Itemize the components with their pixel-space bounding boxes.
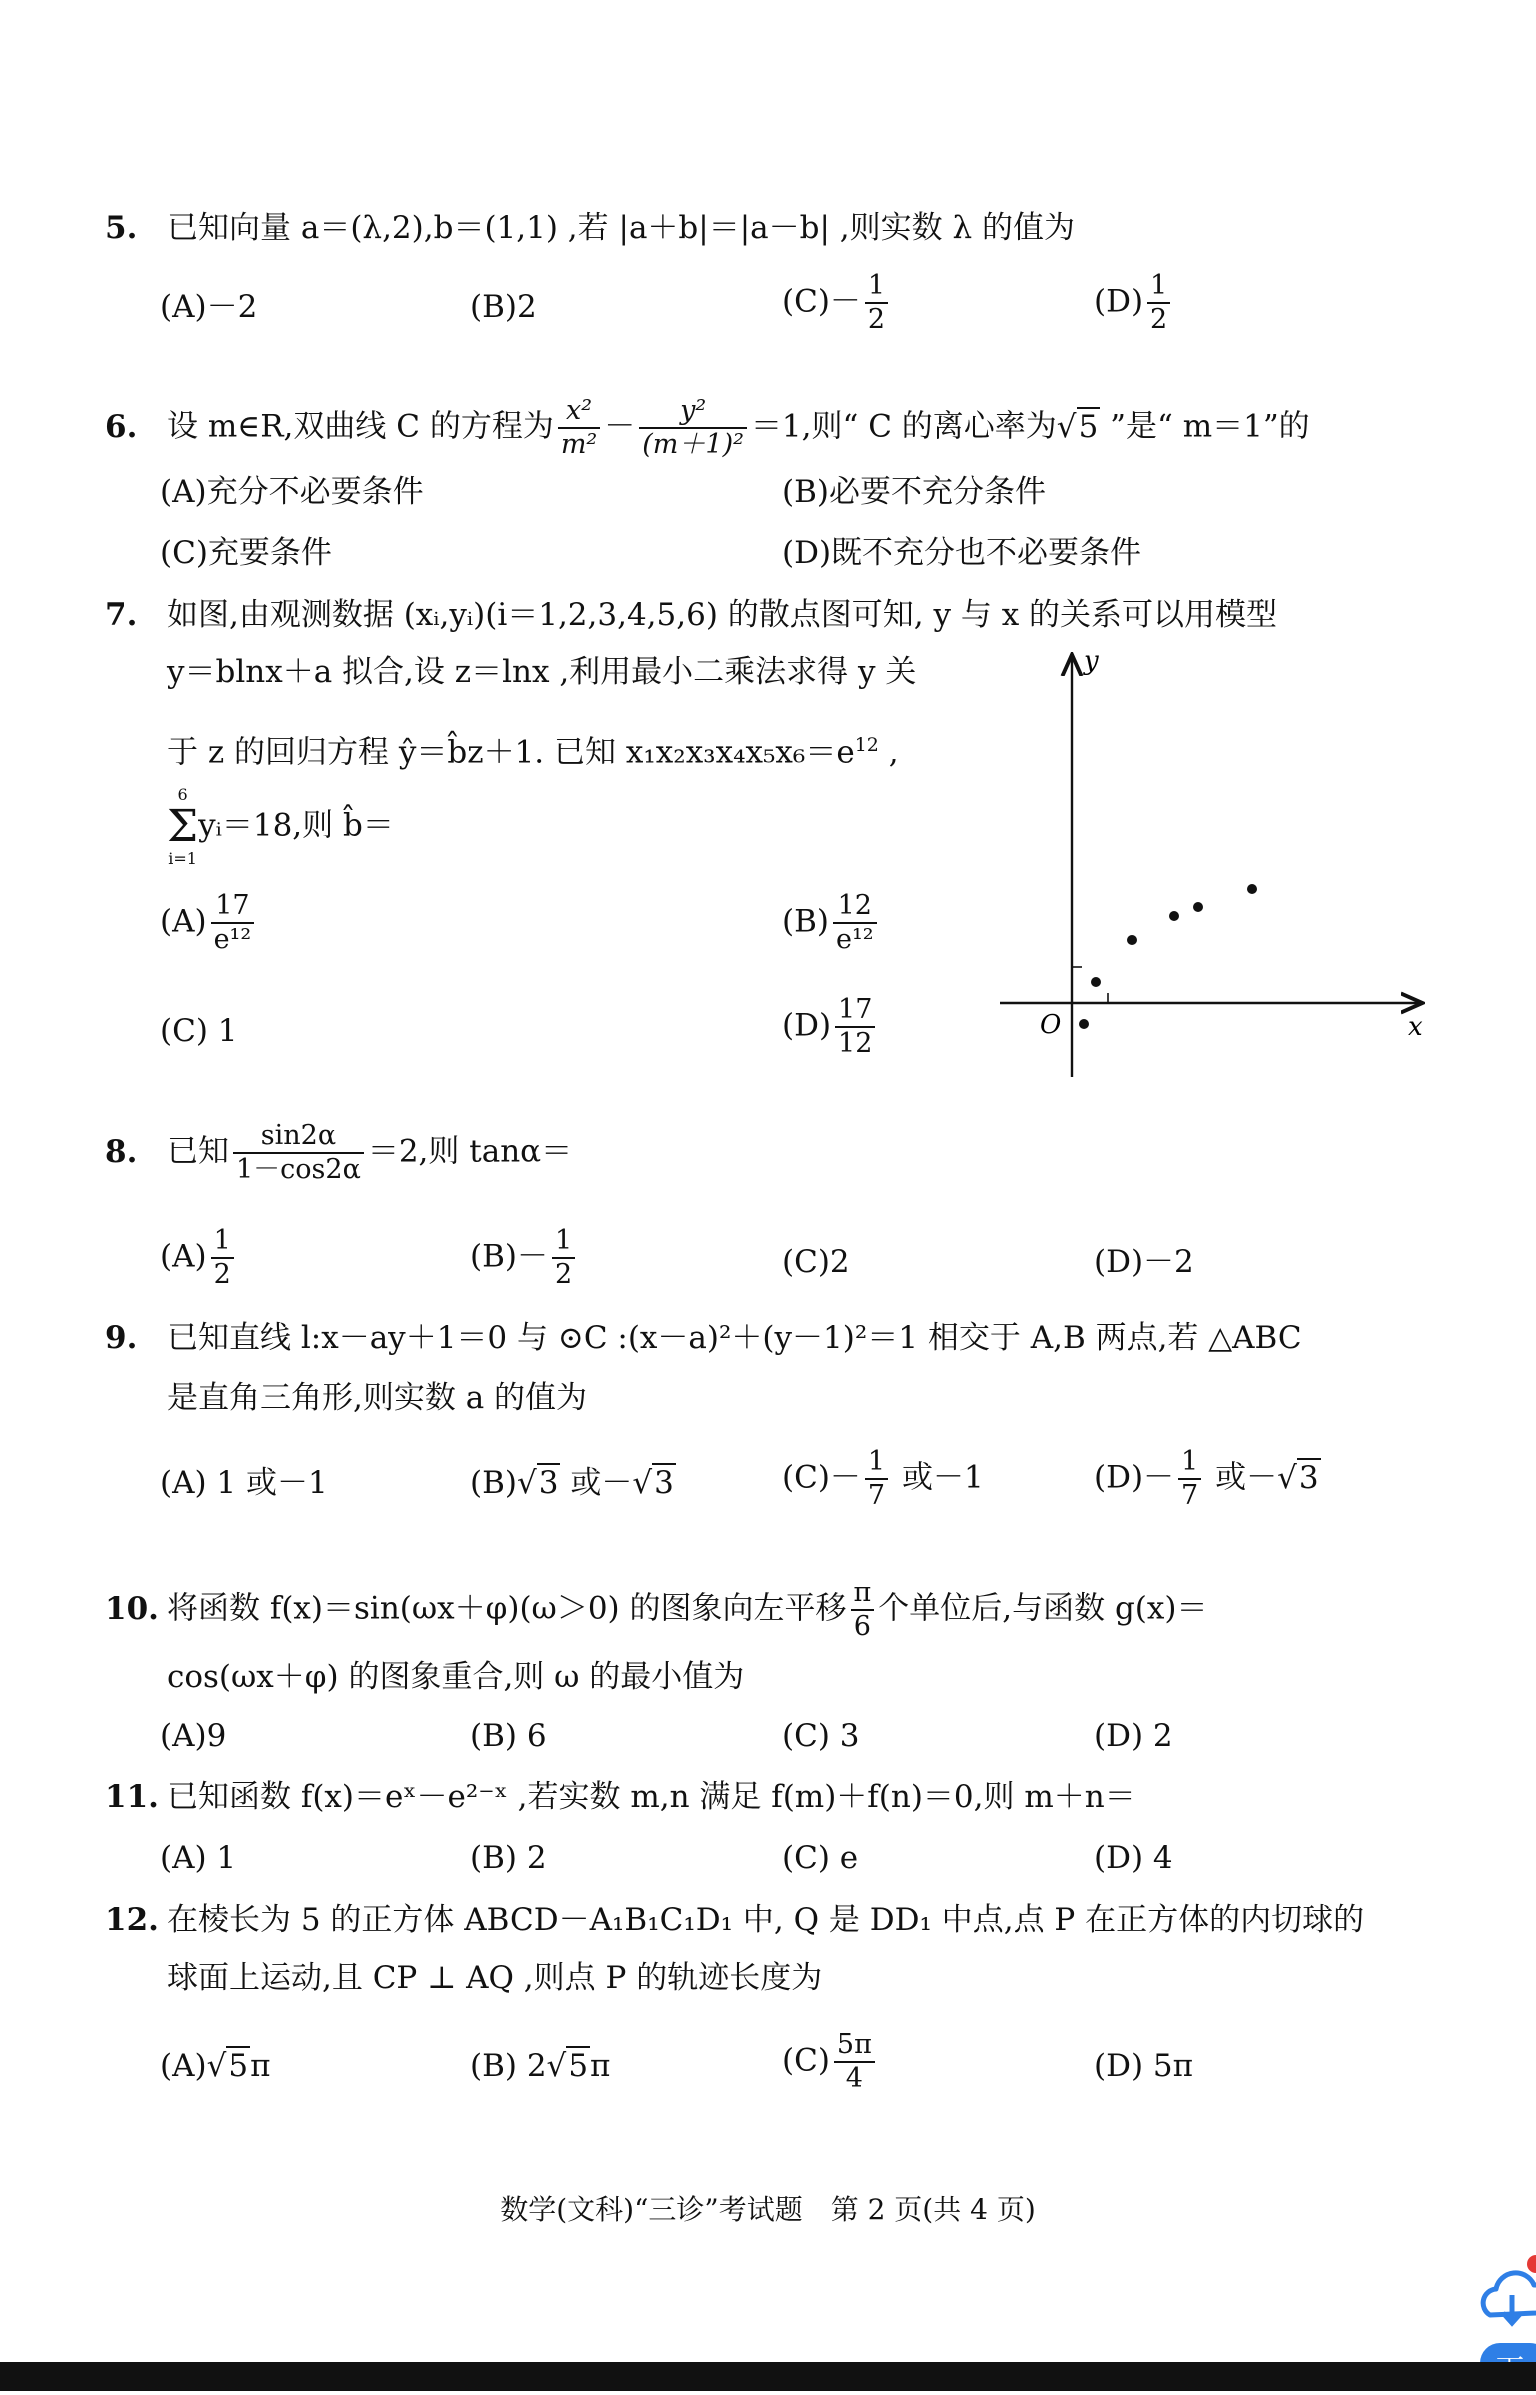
- scatter-points: [1079, 884, 1257, 1029]
- q11-option-d: (D) 4: [1094, 1840, 1173, 1876]
- q8-option-b: (B)－ $\frac{1}{2}$: [470, 1225, 579, 1291]
- q7-option-a: (A) $\frac{17}{\text{e¹²}}$: [160, 890, 258, 956]
- q10-option-a: (A)9: [160, 1718, 227, 1754]
- q12-option-c: (C) $\frac{5\pi}{4}$: [782, 2029, 879, 2095]
- question-7: 7. 如图,由观测数据 (xᵢ,yᵢ)(i＝1,2,3,4,5,6) 的散点图可知, y 与 x 的关系可以用模型: [105, 597, 1278, 633]
- q9-option-c: (C)－ $\frac{1}{7}$ 或－1: [782, 1446, 984, 1511]
- page-footer: 数学(文科)“三诊”考试题 第 2 页(共 4 页): [500, 2193, 1036, 2226]
- notification-dot-icon: [1527, 2255, 1536, 2273]
- q6-option-a: (A)充分不必要条件: [160, 474, 424, 510]
- q10-line-2: cos(ωx＋φ) 的图象重合,则 ω 的最小值为: [167, 1659, 745, 1695]
- sum-symbol: 6 Σ i=1: [167, 785, 199, 868]
- q10-option-b: (B) 6: [470, 1718, 547, 1754]
- q5-option-b: (B)2: [470, 289, 537, 325]
- q9-option-a: (A) 1 或－1: [160, 1465, 328, 1501]
- q7-option-d: (D) $\frac{17}{12}$: [782, 994, 879, 1060]
- q5-option-a: (A)－2: [160, 289, 258, 325]
- q10-option-c: (C) 3: [782, 1718, 860, 1754]
- q7-line-4: 6 Σ i=1 yᵢ＝18,则 b̂＝: [167, 785, 394, 868]
- question-6: 6. 设 m∈R,双曲线 C 的方程为 $\frac{\text{x²}}{\text{m²}}$ － $\frac{\text{y²}}{\text{(m＋1)²}}$ ＝1,则“ C 的离心率为√5 ”是“ m＝1”的: [105, 395, 1310, 460]
- origin-label: O: [1040, 1010, 1062, 1040]
- q12-option-d: (D) 5π: [1094, 2048, 1193, 2084]
- q8-option-c: (C)2: [782, 1244, 850, 1280]
- q7-option-c: (C) 1: [160, 1013, 238, 1049]
- q12-option-b: (B) 2√5π: [470, 2048, 611, 2084]
- question-5: 5. 已知向量 a＝(λ,2),b＝(1,1) ,若 |a＋b|＝|a－b| ,则实数 λ 的值为: [105, 210, 1075, 246]
- scatter-point-1: [1079, 1019, 1089, 1029]
- q10-option-d: (D) 2: [1094, 1718, 1173, 1754]
- bottom-bar: [0, 2362, 1536, 2391]
- q12-option-a: (A)√5π: [160, 2048, 271, 2084]
- scatter-point-5: [1193, 902, 1203, 912]
- q5-stem: 已知向量 a＝(λ,2),b＝(1,1) ,若 |a＋b|＝|a－b| ,则实数 λ 的值为: [167, 210, 1075, 246]
- y-axis-label: y: [1084, 646, 1099, 676]
- scatter-point-2: [1091, 977, 1101, 987]
- q12-line-2: 球面上运动,且 CP ⊥ AQ ,则点 P 的轨迹长度为: [167, 1960, 823, 1996]
- q7-line-3: 于 z 的回归方程 ŷ＝b̂z＋1. 已知 $x_1x_2x_3x_4x_5x_6=e^{12}$ ,: [167, 734, 899, 771]
- scatter-point-3: [1127, 935, 1137, 945]
- q8-option-a: (A) $\frac{1}{2}$: [160, 1225, 238, 1291]
- scatter-point-4: [1169, 911, 1179, 921]
- q7-line-2: y＝blnx＋a 拟合,设 z＝lnx ,利用最小二乘法求得 y 关: [167, 654, 917, 690]
- scatter-plot: [990, 645, 1440, 1090]
- q5-option-c: (C)－ $\frac{1}{2}$: [782, 270, 892, 336]
- q11-option-b: (B) 2: [470, 1840, 547, 1876]
- q9-option-d: (D)－ $\frac{1}{7}$ 或－√3: [1094, 1446, 1319, 1511]
- cloud-download-icon: [1483, 2273, 1536, 2323]
- question-12: 12. 在棱长为 5 的正方体 ABCD－A₁B₁C₁D₁ 中, Q 是 DD₁ 中点,点 P 在正方体的内切球的: [105, 1902, 1365, 1938]
- question-10: 10. 将函数 f(x)＝sin(ωx＋φ)(ω＞0) 的图象向左平移 $\frac{\pi}{6}$ 个单位后,与函数 g(x)＝: [105, 1577, 1208, 1642]
- question-8: 8. 已知 $\frac{\sin 2\alpha}{1-\cos 2\alpha}$ ＝2,则 tanα＝: [105, 1120, 573, 1185]
- question-11: 11. 已知函数 f(x)＝eˣ－e²⁻ˣ ,若实数 m,n 满足 f(m)＋f(n)＝0,则 m＋n＝: [105, 1779, 1136, 1815]
- q8-option-d: (D)－2: [1094, 1244, 1194, 1280]
- q9-option-b: (B)√3 或－√3: [470, 1465, 674, 1501]
- q5-option-d: (D) $\frac{1}{2}$: [1094, 270, 1174, 336]
- q6-option-b: (B)必要不充分条件: [782, 474, 1046, 510]
- q11-option-a: (A) 1: [160, 1840, 237, 1876]
- q11-option-c: (C) e: [782, 1840, 859, 1876]
- q6-option-c: (C)充要条件: [160, 535, 332, 571]
- q9-line-2: 是直角三角形,则实数 a 的值为: [167, 1380, 588, 1416]
- q7-option-b: (B) $\frac{12}{\text{e¹²}}$: [782, 890, 881, 956]
- scatter-point-6: [1247, 884, 1257, 894]
- question-9: 9. 已知直线 l:x－ay＋1＝0 与 ⊙C :(x－a)²＋(y－1)²＝1 相交于 A,B 两点,若 △ABC: [105, 1320, 1302, 1356]
- q6-option-d: (D)既不充分也不必要条件: [782, 535, 1142, 571]
- x-axis-label: x: [1408, 1012, 1423, 1042]
